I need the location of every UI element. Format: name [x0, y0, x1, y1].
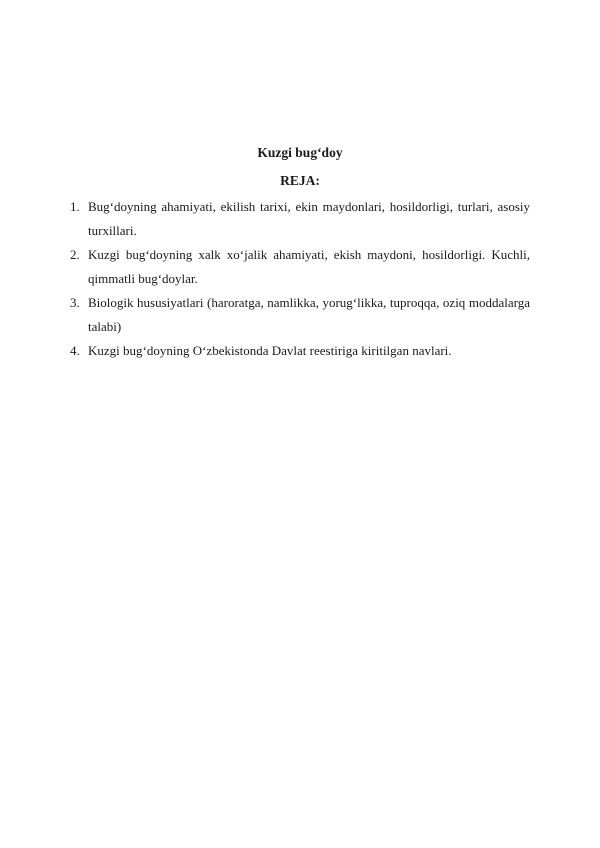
- list-item-text: Kuzgi bug‘doyning O‘zbekistonda Davlat reestiriga kiritilgan navlari.: [88, 343, 452, 358]
- list-item: [70, 243, 530, 291]
- list-item: [70, 291, 530, 339]
- list-item-text: Bug‘doyning ahamiyati, ekilish tarixi, ekin maydonlari, hosildorligi, turlari, asosiy turxillari.: [88, 199, 530, 238]
- list-item-text: Kuzgi bug‘doyning xalk xo‘jalik ahamiyati, ekish maydoni, hosildorligi. Kuchli, qimmatli bug‘doylar.: [88, 247, 530, 286]
- plan-heading: REJA:: [280, 173, 320, 188]
- list-item: [70, 195, 530, 243]
- list-item-number: 3.: [70, 295, 80, 310]
- list-item-number: 4.: [70, 343, 80, 358]
- page-title: Kuzgi bug‘doy: [257, 145, 343, 160]
- list-item-text: Biologik hususiyatlari (haroratga, namlikka, yorug‘likka, tuproqqa, oziq moddalarga talabi): [88, 295, 530, 334]
- list-item: [70, 339, 530, 363]
- plan-list: [70, 195, 530, 363]
- document-content: [70, 143, 530, 363]
- list-item-number: 2.: [70, 247, 80, 262]
- list-item-number: 1.: [70, 199, 80, 214]
